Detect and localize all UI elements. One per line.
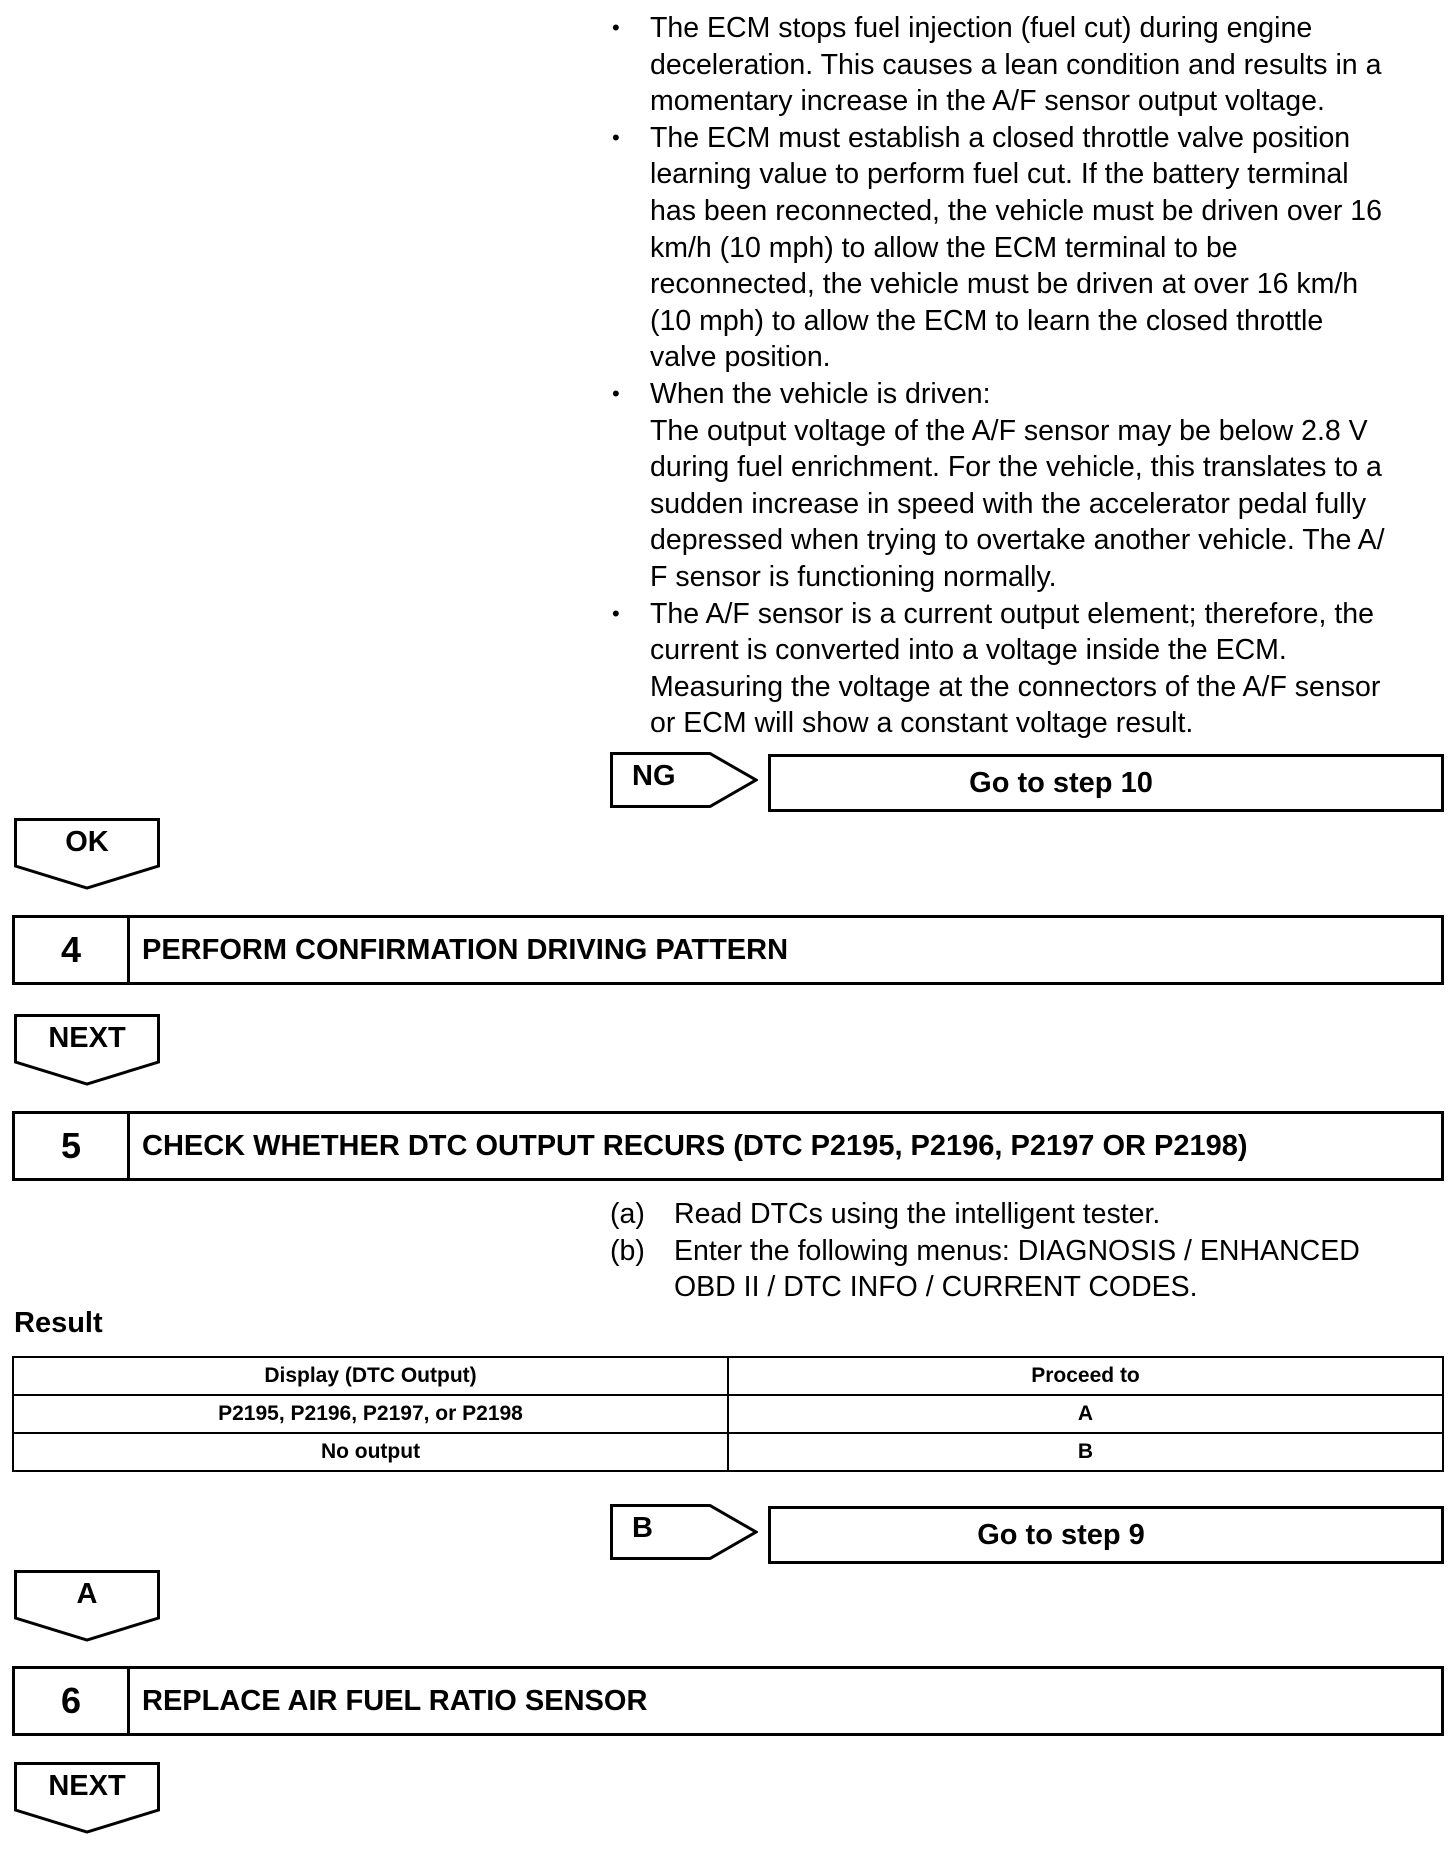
route-ng-tag: NG: [632, 760, 676, 792]
pointer-next: [14, 1014, 160, 1086]
note-line: deceleration. This causes a lean condition and results in a: [650, 48, 1382, 81]
table-cell: No output: [13, 1433, 728, 1471]
substep-line: OBD II / DTC INFO / CURRENT CODES.: [674, 1271, 1198, 1304]
route-b-tag: B: [632, 1512, 653, 1544]
step-title: PERFORM CONFIRMATION DRIVING PATTERN: [142, 933, 789, 966]
note-line: depressed when trying to overtake another vehicle. The A/: [650, 524, 1385, 557]
note-line: valve position.: [650, 341, 831, 374]
table-header-row: [13, 1357, 1443, 1395]
pointer-ok: [14, 818, 160, 890]
pointer-ok-label: OK: [65, 826, 109, 858]
note-line: during fuel enrichment. For the vehicle, this translates to a: [650, 451, 1382, 484]
note-line: sudden increase in speed with the accelerator pedal fully: [650, 487, 1367, 520]
step-number: 6: [15, 1669, 130, 1733]
notes-list: [612, 10, 1446, 742]
route-ng: [610, 752, 1446, 816]
pointer-next-label: NEXT: [48, 1022, 126, 1054]
step-title: REPLACE AIR FUEL RATIO SENSOR: [142, 1684, 648, 1717]
substep-line: Read DTCs using the intelligent tester.: [674, 1198, 1161, 1230]
substep-b: [610, 1233, 1446, 1306]
pointer-next: [14, 1762, 160, 1834]
step-4-header: [12, 915, 1444, 985]
note-line: Measuring the voltage at the connectors of the A/F sensor: [650, 670, 1381, 703]
note-line: The output voltage of the A/F sensor may be below 2.8 V: [650, 414, 1368, 447]
substep-mark: (a): [610, 1198, 645, 1230]
note-item: [612, 120, 1446, 376]
note-line: (10 mph) to allow the ECM to learn the closed throttle: [650, 304, 1324, 337]
note-line: learning value to perform fuel cut. If the battery terminal: [650, 158, 1349, 191]
note-line: has been reconnected, the vehicle must be driven over 16: [650, 194, 1382, 227]
route-b: [610, 1504, 1446, 1568]
table-cell: P2195, P2196, P2197, or P2198: [13, 1395, 728, 1433]
go-to-step-10-link[interactable]: Go to step 10: [768, 754, 1444, 812]
note-item: [612, 596, 1446, 742]
note-line: • The ECM must establish a closed throttle valve position: [650, 121, 1351, 154]
note-line: • When the vehicle is driven:: [650, 377, 991, 410]
step-title: CHECK WHETHER DTC OUTPUT RECURS (DTC P2195, P2196, P2197 OR P2198): [142, 1129, 1248, 1162]
pointer-a-label: A: [76, 1578, 98, 1610]
note-item: [612, 376, 1446, 596]
substep-text: [674, 1233, 1360, 1306]
note-line: momentary increase in the A/F sensor output voltage.: [650, 85, 1325, 118]
note-line: km/h (10 mph) to allow the ECM terminal to be: [650, 231, 1238, 264]
substeps: [610, 1196, 1446, 1306]
pointer-next-label: NEXT: [48, 1770, 126, 1802]
step-6-header: [12, 1666, 1444, 1736]
result-table: [12, 1356, 1444, 1472]
substep-text: [674, 1196, 1160, 1233]
note-line: or ECM will show a constant voltage result.: [650, 707, 1194, 740]
column-header: Display (DTC Output): [13, 1357, 728, 1395]
step-number: 4: [15, 918, 130, 982]
pointer-a: [14, 1570, 160, 1642]
substep-line: Enter the following menus: DIAGNOSIS / ENHANCED: [674, 1234, 1360, 1267]
step-number: 5: [15, 1114, 130, 1178]
note-line: F sensor is functioning normally.: [650, 560, 1057, 593]
note-line: reconnected, the vehicle must be driven at over 16 km/h: [650, 268, 1359, 301]
table-row: [13, 1395, 1443, 1433]
column-header: Proceed to: [728, 1357, 1443, 1395]
note-item: [612, 10, 1446, 120]
substep-a: [610, 1196, 1446, 1233]
result-heading: Result: [14, 1307, 103, 1339]
note-line: • The A/F sensor is a current output element; therefore, the: [650, 597, 1374, 630]
note-line: • The ECM stops fuel injection (fuel cut) during engine: [650, 12, 1313, 44]
step-5-header: [12, 1111, 1444, 1181]
go-to-step-9-link[interactable]: Go to step 9: [768, 1506, 1444, 1564]
table-cell: B: [728, 1433, 1443, 1471]
substep-mark: (b): [610, 1234, 645, 1267]
table-row: [13, 1433, 1443, 1471]
table-cell: A: [728, 1395, 1443, 1433]
note-line: current is converted into a voltage inside the ECM.: [650, 634, 1287, 667]
